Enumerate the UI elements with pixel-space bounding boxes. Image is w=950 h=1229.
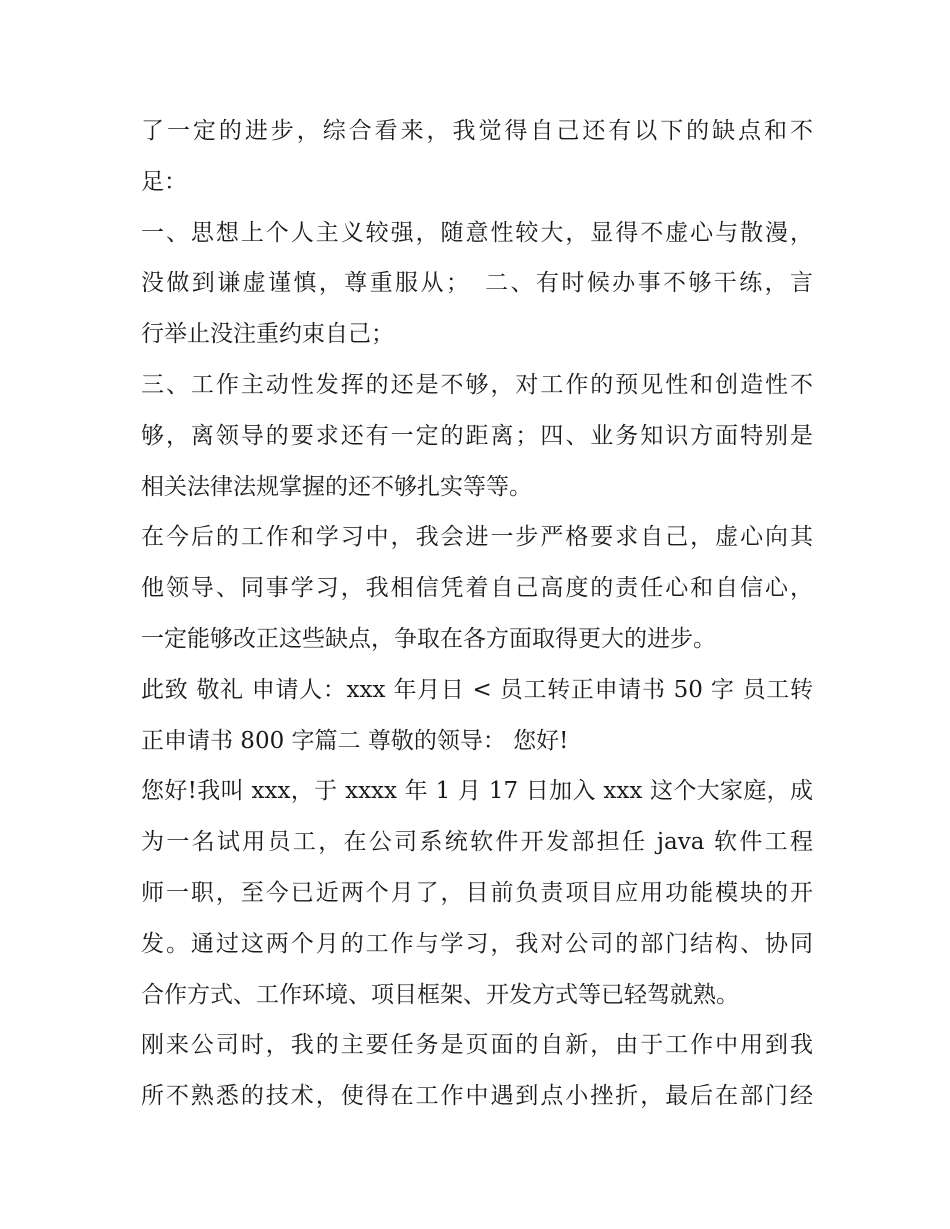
text-line: 足： bbox=[141, 168, 187, 195]
text-line: 所不熟悉的技术，使得在工作中遇到点小挫折，最后在部门经 bbox=[141, 1083, 813, 1110]
text-line: 刚来公司时，我的主要任务是页面的自新，由于工作中用到我 bbox=[141, 1032, 813, 1059]
text-line: 了一定的进步，综合看来，我觉得自己还有以下的缺点和不 bbox=[141, 118, 813, 144]
document-body bbox=[141, 106, 813, 1122]
text-line: 一定能够改正这些缺点，争取在各方面取得更大的进步。 bbox=[141, 625, 716, 652]
text-line: 您好!我叫 xxx，于 xxxx 年 1 月 17 日加入 xxx 这个大家庭，成 bbox=[141, 778, 813, 805]
text-line: 此致 敬礼 申请人：xxx 年月日 < 员工转正申请书 50 字 员工转 bbox=[141, 676, 813, 703]
text-line: 够，离领导的要求还有一定的距离；四、业务知识方面特别是 bbox=[141, 422, 813, 449]
text-line: 师一职，至今已近两个月了，目前负责项目应用功能模块的开 bbox=[141, 879, 813, 906]
text-line: 三、工作主动性发挥的还是不够，对工作的预见性和创造性不 bbox=[141, 371, 813, 398]
text-line: 为一名试用员工，在公司系统软件开发部担任 java 软件工程 bbox=[141, 829, 813, 856]
text-line: 相关法律法规掌握的还不够扎实等等。 bbox=[141, 473, 532, 500]
text-line: 正申请书 800 字篇二 尊敬的领导： 您好! bbox=[141, 727, 569, 754]
text-line: 他领导、同事学习，我相信凭着自己高度的责任心和自信心， bbox=[141, 575, 813, 602]
text-line: 一、思想上个人主义较强，随意性较大，显得不虚心与散漫， bbox=[141, 219, 813, 246]
text-line: 在今后的工作和学习中，我会进一步严格要求自己，虚心向其 bbox=[141, 524, 813, 551]
text-line: 合作方式、工作环境、项目框架、开发方式等已轻驾就熟。 bbox=[141, 981, 739, 1008]
text-line: 没做到谦虚谨慎，尊重服从； 二、有时候办事不够干练，言 bbox=[141, 270, 813, 297]
text-line: 发。通过这两个月的工作与学习，我对公司的部门结构、协同 bbox=[141, 930, 813, 957]
text-line: 行举止没注重约束自己； bbox=[141, 321, 394, 348]
